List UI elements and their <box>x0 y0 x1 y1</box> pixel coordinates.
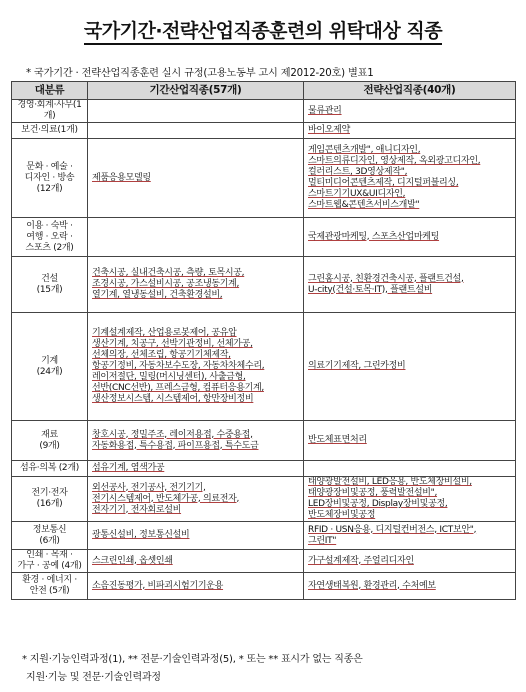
occupation-line: 물류관리 <box>308 105 342 116</box>
document-subtitle: * 국가기간 · 전략산업직종훈련 실시 규정(고용노동부 고시 제2012-20호) 별표1 <box>26 68 374 79</box>
header-strategic-industry: 전략산업직종(40개) <box>304 82 516 100</box>
occupation-line: 컬러리스트, 3D영상제작", <box>308 167 408 177</box>
category-text: (15개) <box>36 284 63 295</box>
occupation-line: 조경시공, 가스설비시공, 공조냉동기계, <box>92 279 240 289</box>
occupation-line: 열기계, 열냉동설비, 건축환경설비, <box>92 290 223 300</box>
category-cell <box>12 522 88 550</box>
category-text: (6개) <box>39 535 60 546</box>
occupation-line: 반도체표면처리 <box>308 435 367 445</box>
occupation-line: 항공기정비, 자동차보수도장, 자동차차체수리, <box>92 361 265 371</box>
occupation-line: 선반(CNC선반), 프레스금형, 컴퓨터응용기계, <box>92 383 264 393</box>
table-row <box>12 573 516 600</box>
occupation-line: 의료기기제작, 그린카정비 <box>308 361 406 371</box>
occupation-line: 건축시공, 실내건축시공, 측량, 토목시공, <box>92 268 245 278</box>
strategic-occupations-cell <box>304 421 516 461</box>
occupation-line: 자연생태복원, 환경관리, 수처예보 <box>308 580 436 591</box>
category-text: 인쇄 · 목재 · <box>26 550 73 560</box>
category-cell <box>12 573 88 600</box>
occupation-line: 전기시스템제어, 반도체가공, 의료전자, <box>92 493 240 504</box>
category-cell <box>12 313 88 421</box>
basic-occupations-cell <box>88 477 304 522</box>
category-cell <box>12 461 88 477</box>
category-text: 가구 · 공예 (4개) <box>17 561 82 571</box>
occupation-line: 제품응용모델링 <box>92 172 151 183</box>
category-text: 스포츠 (2개) <box>25 242 74 253</box>
category-cell <box>12 257 88 313</box>
strategic-occupations-cell <box>304 313 516 421</box>
footnote-line-2: 지원·기능 및 전문·기술인력과정 <box>26 672 161 683</box>
category-cell <box>12 550 88 573</box>
basic-occupations-cell <box>88 123 304 139</box>
basic-occupations-cell <box>88 218 304 257</box>
occupation-line: 멀티미디어콘텐츠제작, 디지털퍼블리싱, <box>308 178 459 188</box>
category-text: 환경 · 에너지 · <box>22 575 77 585</box>
strategic-occupations-cell <box>304 461 516 477</box>
category-text: 전기·전자 <box>31 488 68 498</box>
occupation-line: 스마트기기UX&UI디자인, <box>308 189 406 199</box>
occupation-line: 그린홈시공, 친환경건축시공, 플랜트건설, <box>308 273 464 284</box>
table-row <box>12 522 516 550</box>
occupation-line: 게임콘텐츠개발", 애니디자인, <box>308 145 421 155</box>
header-category: 대분류 <box>12 82 88 100</box>
strategic-occupations-cell <box>304 550 516 573</box>
category-text: 기계 <box>41 355 58 366</box>
category-cell <box>12 139 88 218</box>
basic-occupations-cell <box>88 522 304 550</box>
occupation-line: 레이저절단, 밀링(머시닝센터), 사출금형, <box>92 372 246 382</box>
footnote-line-1: * 지원·기능인력과정(1), ** 전문·기술인력과정(5), * 또는 ** 표시가 없는 직종은 <box>22 654 363 665</box>
category-text: (24개) <box>36 366 63 377</box>
strategic-occupations-cell <box>304 257 516 313</box>
occupation-line: LED장비및공정, Display장비및공정, <box>308 499 448 509</box>
occupation-line: 그린IT" <box>308 535 337 546</box>
category-text: 재료 <box>41 429 58 440</box>
strategic-occupations-cell <box>304 477 516 522</box>
occupation-line: 스마트웹&콘텐츠서비스개발" <box>308 200 420 210</box>
occupation-line: 가구설계제작, 주얼리디자인 <box>308 555 414 566</box>
category-cell <box>12 421 88 461</box>
occupation-line: 태양광발전설비, LED응용, 반도체장비설비, <box>308 477 472 487</box>
table-row <box>12 550 516 573</box>
strategic-occupations-cell <box>304 139 516 218</box>
category-text: (9개) <box>39 440 60 451</box>
occupation-line: 반도체장비및공정 <box>308 510 376 520</box>
table-row <box>12 313 516 421</box>
basic-occupations-cell <box>88 421 304 461</box>
occupation-line: 국제관광마케팅, 스포츠산업마케팅 <box>308 231 440 242</box>
category-text: 디자인 · 방송 <box>24 172 75 183</box>
occupation-line: 스마트의류디자인, 영상제작, 옥외광고디자인, <box>308 156 481 166</box>
table-row <box>12 139 516 218</box>
occupation-line: 기계설계제작, 산업용로봇제어, 공유압 <box>92 328 237 338</box>
occupation-line: 자동화용접, 특수용접, 파이프용접, 특수도금 <box>92 440 259 451</box>
strategic-occupations-cell <box>304 573 516 600</box>
category-text: 여행 · 오락 · <box>26 231 73 242</box>
occupation-line: 외선공사, 전기공사, 전기기기, <box>92 482 206 493</box>
occupation-line: 태양광장비및공정, 풍력발전설비", <box>308 488 438 498</box>
category-text: 섬유·의복 (2개) <box>20 463 79 473</box>
table-row <box>12 218 516 257</box>
occupation-line: 소음진동평가, 비파괴시험기기운용 <box>92 580 224 591</box>
occupation-line: 창호시공, 정밀주조, 레이저용접, 수중용접, <box>92 429 253 440</box>
category-text: 건설 <box>41 273 58 284</box>
basic-occupations-cell <box>88 461 304 477</box>
table-row <box>12 257 516 313</box>
occupation-table <box>11 81 516 600</box>
basic-occupations-cell <box>88 257 304 313</box>
occupation-line: 광통신설비, 정보통신설비 <box>92 530 190 540</box>
occupation-line: 섬유기계, 염색가공 <box>92 463 165 473</box>
header-basic-industry: 기간산업직종(57개) <box>88 82 304 100</box>
category-text: (12개) <box>36 183 63 194</box>
basic-occupations-cell <box>88 139 304 218</box>
basic-occupations-cell <box>88 573 304 600</box>
strategic-occupations-cell <box>304 218 516 257</box>
category-text: 정보통신 <box>32 524 67 535</box>
table-row <box>12 123 516 139</box>
category-cell <box>12 218 88 257</box>
occupation-line: 생산정보시스템, 시스템제어, 항만장비정비 <box>92 394 254 404</box>
category-text: 안전 (5개) <box>29 586 70 596</box>
table-row <box>12 100 516 123</box>
occupation-line: 전자기기, 전자회로설비 <box>92 504 182 515</box>
category-cell <box>12 123 88 139</box>
occupation-line: 생산기계, 치공구, 선박기관정비, 선체가공, <box>92 339 253 349</box>
table-row <box>12 477 516 522</box>
category-text: 이용 · 숙박 · <box>26 220 73 231</box>
document-title: 국가기간·전략산업직종훈련의 위탁대상 직종 <box>0 16 526 43</box>
basic-occupations-cell <box>88 100 304 123</box>
category-cell <box>12 100 88 123</box>
category-text: 보건·의료(1개) <box>21 125 78 135</box>
strategic-occupations-cell <box>304 100 516 123</box>
occupation-line: 바이오제약 <box>308 125 350 135</box>
category-text: 문화 · 예술 · <box>26 161 73 172</box>
category-text: (16개) <box>36 499 63 509</box>
basic-occupations-cell <box>88 313 304 421</box>
occupation-line: 스크린인쇄, 옵셋인쇄 <box>92 555 173 566</box>
table-row <box>12 461 516 477</box>
basic-occupations-cell <box>88 550 304 573</box>
category-text: 경영·회계·사무(1개) <box>17 100 82 121</box>
strategic-occupations-cell <box>304 123 516 139</box>
table-header-row <box>12 82 516 100</box>
occupation-line: U-city(건설·토목·IT), 플랜트설비 <box>308 284 433 295</box>
table-row <box>12 421 516 461</box>
category-cell <box>12 477 88 522</box>
occupation-line: 선체의장, 선체조립, 항공기기체제작, <box>92 350 231 360</box>
occupation-line: RFID · USN응용, 디지털컨버전스, ICT보안", <box>308 524 477 535</box>
strategic-occupations-cell <box>304 522 516 550</box>
